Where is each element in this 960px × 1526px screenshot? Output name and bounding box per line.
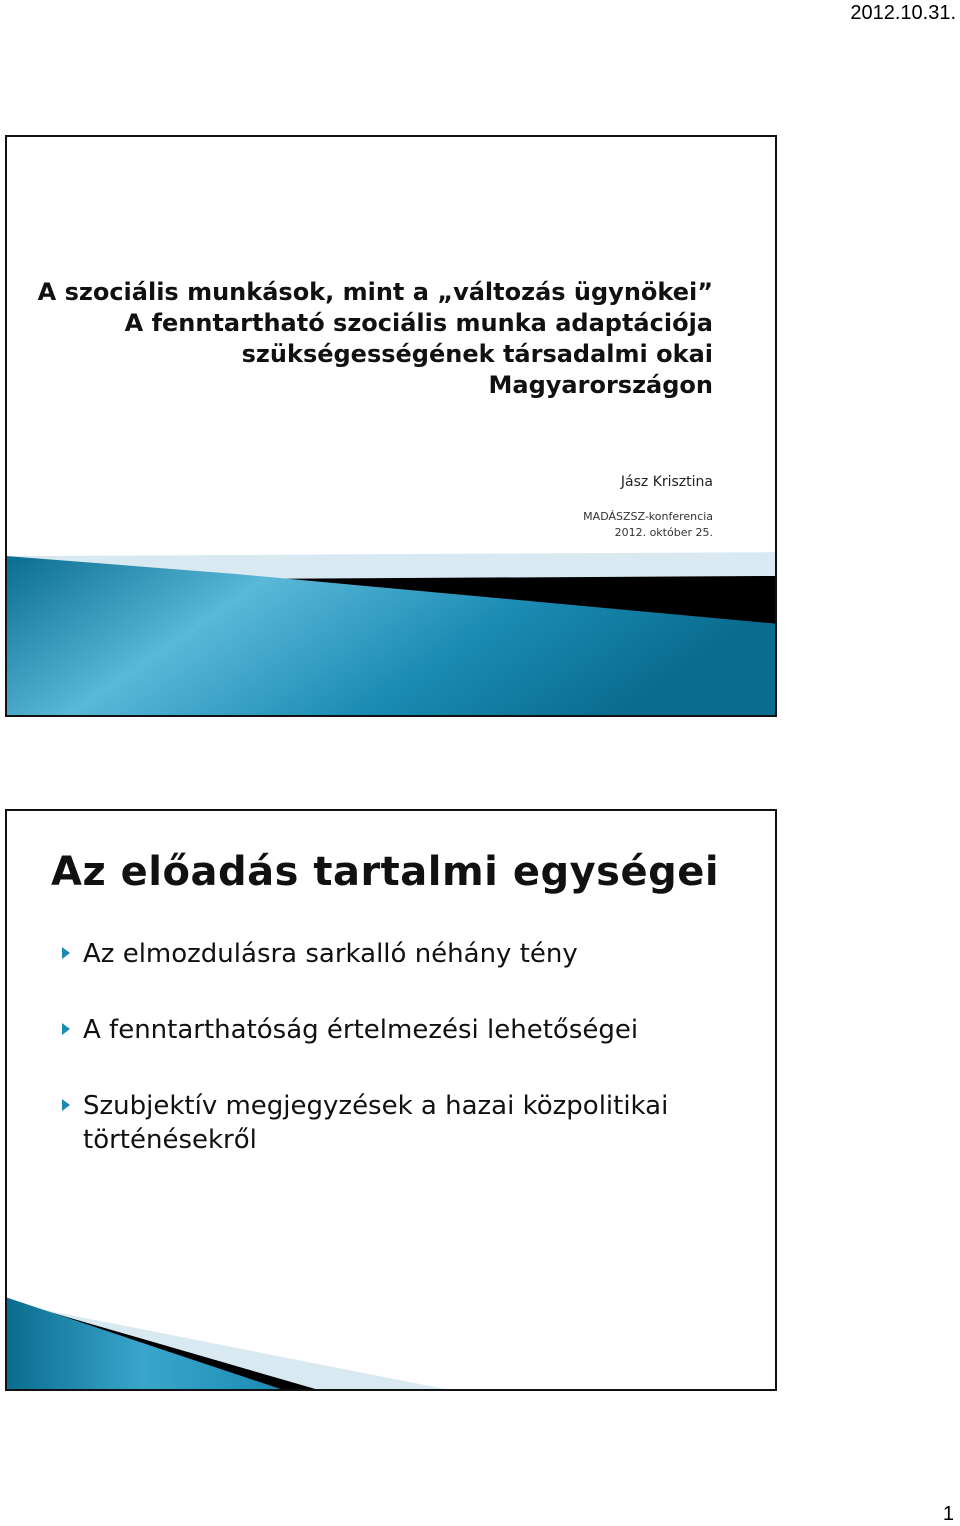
author-name: Jász Krisztina (620, 474, 713, 490)
triangle-bullet-icon (62, 1099, 70, 1111)
page-number: 1 (942, 1503, 954, 1525)
conference-info (583, 509, 713, 541)
list-item-text: Szubjektív megjegyzések a hazai közpolitikai történésekről (83, 1091, 669, 1155)
slide-title (5, 135, 777, 717)
slide-title-heading (33, 277, 713, 401)
list-item-text: A fenntarthatóság értelmezési lehetőségei (83, 1015, 639, 1045)
list-item (59, 1013, 759, 1047)
contents-list (59, 937, 759, 1199)
title-line: A fenntartható szociális munka adaptációja (124, 309, 713, 337)
list-item (59, 1089, 759, 1157)
slide-decoration (7, 137, 775, 715)
contents-title: Az előadás tartalmi egységei (51, 849, 720, 895)
conference-name: MADÁSZSZ-konferencia (583, 510, 713, 523)
title-line: A szociális munkások, mint a „változás ügynökei” (37, 278, 713, 306)
title-line: Magyarországon (488, 371, 713, 399)
conference-date: 2012. október 25. (614, 526, 713, 539)
slide-contents (5, 809, 777, 1391)
page-date: 2012.10.31. (850, 2, 956, 24)
title-line: szükségességének társadalmi okai (241, 340, 713, 368)
triangle-bullet-icon (62, 1023, 70, 1035)
triangle-bullet-icon (62, 947, 70, 959)
list-item-text: Az elmozdulásra sarkalló néhány tény (83, 939, 578, 969)
list-item (59, 937, 759, 971)
